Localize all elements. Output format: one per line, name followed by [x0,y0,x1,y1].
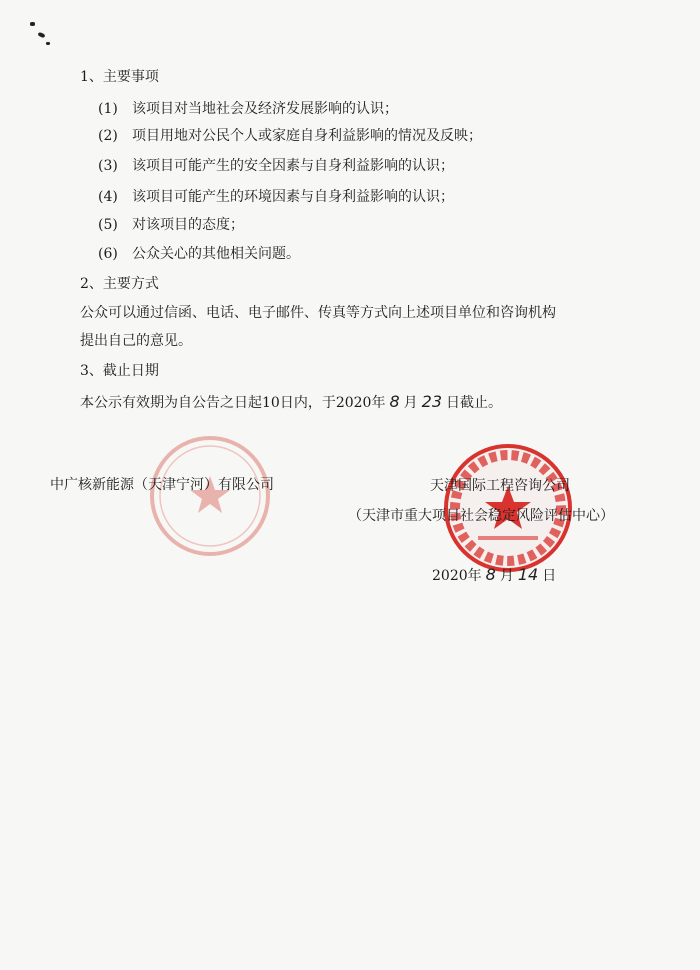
item-text: 对该项目的态度； [132,217,244,233]
paragraph-line: 提出自己的意见。 [80,333,192,349]
date-month-handwritten: 8 [485,565,496,584]
list-item [98,157,454,175]
section-2-heading: 2、主要方式 [80,276,159,292]
deadline-suffix: 日截止。 [446,395,502,411]
scan-artifact [46,42,50,45]
list-item [98,216,244,234]
deadline-month-unit: 月 [403,395,418,411]
paragraph-line: 公众可以通过信函、电话、电子邮件、传真等方式向上述项目单位和咨询机构 [80,305,556,321]
item-number: (1) [98,101,118,117]
list-item [98,245,300,263]
item-text: 该项目可能产生的安全因素与自身利益影响的认识； [132,158,454,174]
item-text: 该项目可能产生的环境因素与自身利益影响的认识； [132,189,454,205]
deadline-sentence [80,393,502,412]
date-day-handwritten: 14 [517,565,539,584]
item-number: (3) [98,158,118,174]
list-item [98,100,398,118]
item-number: (2) [98,128,118,144]
list-item [98,188,454,206]
right-organization: 天津国际工程咨询公司 [430,478,570,494]
date-day-unit: 日 [542,568,557,584]
deadline-month-handwritten: 8 [389,392,400,411]
item-text: 公众关心的其他相关问题。 [132,246,300,262]
list-item [98,127,482,145]
item-number: (5) [98,217,118,233]
company-seal-faded [146,432,274,560]
item-number: (6) [98,246,118,262]
item-number: (4) [98,189,118,205]
date-year: 2020年 [432,568,482,584]
scan-artifact [37,32,45,39]
deadline-prefix: 本公示有效期为自公告之日起10日内，于2020年 [80,395,386,411]
item-text: 该项目对当地社会及经济发展影响的认识； [132,101,398,117]
item-text: 项目用地对公民个人或家庭自身利益影响的情况及反映； [132,128,482,144]
left-organization: 中广核新能源（天津宁河）有限公司 [50,477,274,493]
date-month-unit: 月 [499,568,514,584]
right-organization-subtitle: （天津市重大项目社会稳定风险评估中心） [348,508,614,524]
scan-artifact [30,22,35,26]
section-3-heading: 3、截止日期 [80,363,159,379]
deadline-day-handwritten: 23 [421,392,442,411]
signature-date [432,566,556,585]
section-1-heading: 1、主要事项 [80,69,159,85]
